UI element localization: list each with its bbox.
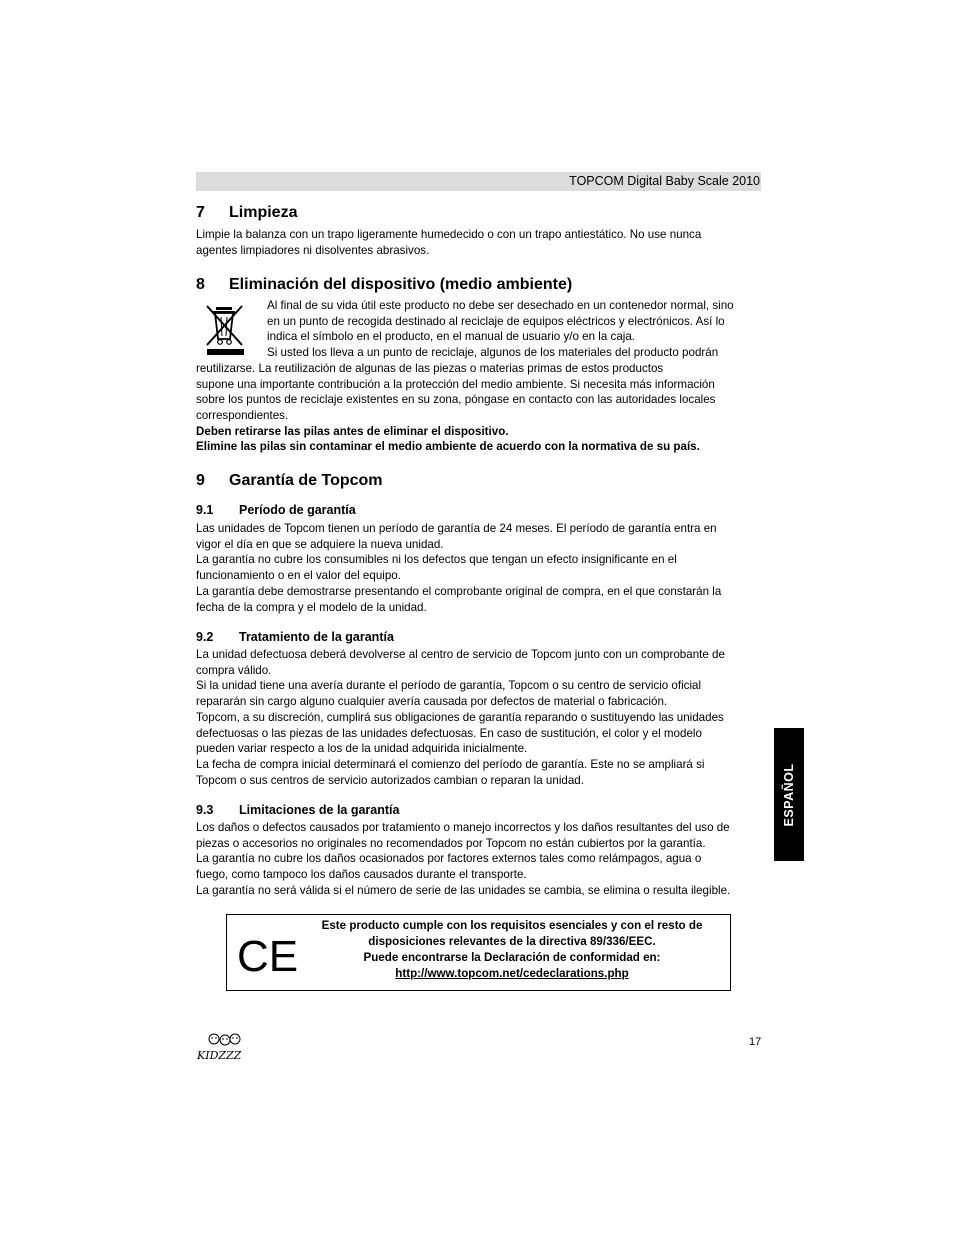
section-9-2-body: La unidad defectuosa deberá devolverse al centro de servicio de Topcom junto con un comprobante de compra válido. Si la unidad tiene una avería durante el período de garantía, Topcom o su centro de servicio oficial repararán sin cargo alguno cualquier avería causada por defectos de material o fabricación. Topcom, a su discreción, cumplirá sus obligaciones de garantía reparando o sustituyendo las unidades defectuosas o las piezas de las unidades defectuosas. En caso de sustitución, el color y el modelo pueden variar respecto a los de la unidad adquirida inicialmente. La fecha de compra inicial determinará el comienzo del período de garantía. Este no se ampliará si Topcom o sus centros de servicio autorizados cambian o reparan la unidad. [196, 648, 725, 787]
kidzzz-logo [196, 1030, 246, 1067]
section-8-body: Al final de su vida útil este producto no debe ser desechado en un contenedor normal, sino en un punto de recogida destinado al reciclaje de equipos eléctricos y electrónicos. Así lo indica el símbolo en el producto, en el manual de usuario y/o en la caja. Si usted los lleva a un punto de reciclaje, algunos de los materiales del producto podrán reutilizarse. La reutilización de algunas de las piezas o materias primas de estos productos supone una importante contribución a la protección del medio ambiente. Si necesita más información sobre los puntos de reciclaje existentes en su zona, póngase en contacto con las autoridades locales correspondientes. Deben retirarse las pilas antes de eliminar el dispositivo. Elimine las pilas sin contaminar el medio ambiente de acuerdo con la normativa de su país. [196, 298, 764, 455]
section-7-heading: 7 Limpieza [196, 204, 298, 221]
page-number: 17 [749, 1036, 762, 1048]
section-9-2-heading: 9.2 Tratamiento de la garantía [196, 630, 394, 644]
ce-mark-icon [237, 933, 297, 982]
section-8-heading: 8 Eliminación del dispositivo (medio ambiente) [196, 276, 573, 293]
section-7-body: Limpie la balanza con un trapo ligeramente humedecido o con un trapo antiestático. No use nunca agentes limpiadores ni disolventes abrasivos. [196, 228, 702, 257]
section-9-heading: 9 Garantía de Topcom [196, 472, 383, 489]
section-9-3-heading: 9.3 Limitaciones de la garantía [196, 803, 400, 817]
svg-text:CE: CE [237, 933, 297, 977]
battery-notice: Deben retirarse las pilas antes de eliminar el dispositivo. Elimine las pilas sin contaminar el medio ambiente de acuerdo con la normativa de su país. [196, 424, 700, 454]
section-9-1-heading: 9.1 Período de garantía [196, 503, 356, 517]
ce-declarations-link[interactable]: http://www.topcom.net/cedeclarations.php [395, 967, 629, 980]
weee-bin-icon [196, 298, 267, 360]
language-tab: ESPAÑOL [774, 728, 804, 861]
header-bar [196, 172, 761, 191]
svg-text:KIDZZZ: KIDZZZ [197, 1049, 242, 1062]
document-title: TOPCOM Digital Baby Scale 2010 [569, 174, 760, 188]
section-9-1-body: Las unidades de Topcom tienen un período de garantía de 24 meses. El período de garantía entra en vigor el día en que se adquiere la nueva unidad. La garantía no cubre los consumibles ni los defectos que tengan un efecto insignificante en el funcionamiento o en el valor del equipo. La garantía debe demostrarse presentando el comprobante original de compra, en el que constarán la fecha de la compra y el modelo de la unidad. [196, 522, 722, 614]
section-9-3-body: Los daños o defectos causados por tratamiento o manejo incorrectos y los daños resultantes del uso de piezas o accesorios no originales no recomendados por Topcom no están cubiertos por la garantía. La garantía no cubre los daños ocasionados por factores externos tales como relámpagos, agua o fuego, como tampoco los daños causados durante el transporte. La garantía no será válida si el número de serie de las unidades se cambia, se elimina o resulta ilegible. [196, 821, 731, 897]
ce-declaration-box: CE Este producto cumple con los requisitos esenciales y con el resto de disposiciones relevantes de la directiva 89/336/EEC. Puede encontrarse la Declaración de conformidad en: http://www.topcom.net/cedeclarations.php [226, 914, 731, 991]
